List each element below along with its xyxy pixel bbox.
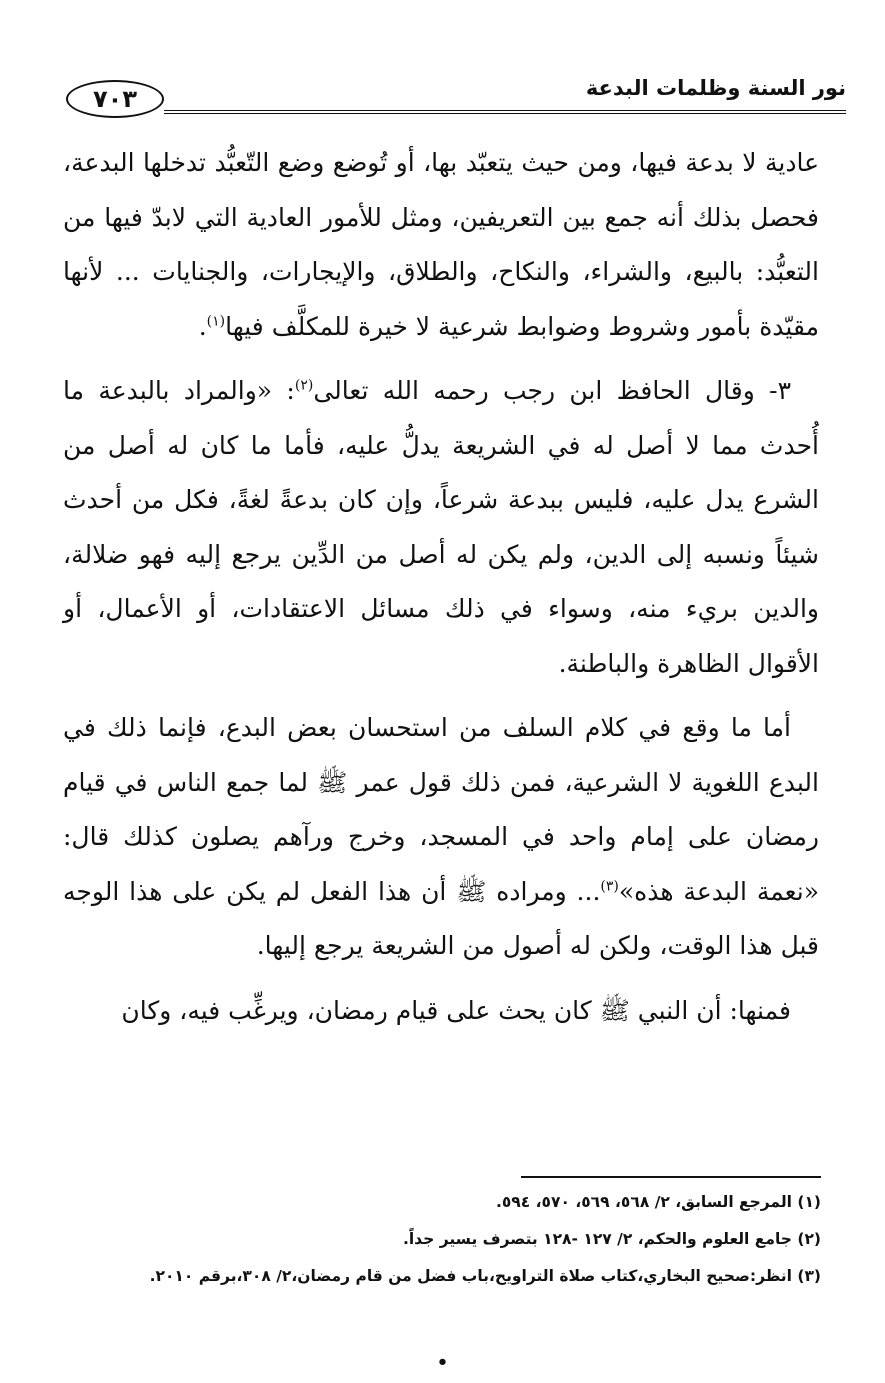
paragraph-3 (63, 701, 819, 974)
footnote-2: (٢) جامع العلوم والحكم، ٢/ ١٢٧ -١٢٨ بتصرف يسير جداً. (402, 1230, 821, 1248)
paragraph-2-lead: ٣- وقال الحافظ ابن رجب رحمه الله تعالى (313, 376, 791, 405)
paragraph-2 (63, 364, 819, 691)
paragraph-2-quote: : «والمراد بالبدعة ما أُحدث مما لا أصل له في الشريعة يدلُّ عليه، فأما ما كان له أصل من الشرع يدل عليه، فليس ببدعة شرعاً، وإن كان بدعةً لغةً، فكل من أحدث شيئاً ونسبه إلى الدين، ولم يكن له أصل من الدِّين يرجع إليه فهو ضلالة، والدين بريء منه، وسواء في ذلك مسائل الاعتقادات، أو الأعمال، أو الأقوال الظاهرة والباطنة. (63, 376, 819, 678)
page-number: ٧٠٣ (66, 80, 164, 118)
footnote-1: (١) المرجع السابق، ٢/ ٥٦٨، ٥٦٩، ٥٧٠، ٥٩٤. (495, 1193, 821, 1211)
footnote-ref-1: (١) (206, 313, 226, 330)
main-text (63, 136, 819, 1038)
paragraph-4: فمنها: أن النبي ﷺ كان يحث على قيام رمضان، ويرغِّب فيه، وكان (121, 995, 791, 1025)
running-title: نور السنة وظلمات البدعة (585, 76, 846, 100)
paragraph-3-rest: ... ومراده ﷺ أن هذا الفعل لم يكن على هذا الوجه قبل هذا الوقت، ولكن له أصول من الشريعة يرجع إليها. (63, 876, 819, 960)
paragraph-1-end: . (198, 311, 207, 341)
paragraph-1 (63, 136, 819, 354)
paragraph-3-lead: أما ما وقع في كلام السلف من استحسان بعض البدع، فإنما ذلك في البدع اللغوية لا الشرعية، فمن ذلك قول عمر ﷺ لما جمع الناس في قيام رمضان على إمام واحد في المسجد، وخرج ورآهم يصلون كذلك قال: «نعمة البدعة هذه» (63, 713, 819, 906)
paragraph-1-text: عادية لا بدعة فيها، ومن حيث يتعبّد بها، أو تُوضع وضع التّعبُّد تدخلها البدعة، فحصل بذلك أنه جمع بين التعريفين، ومثل للأمور العادية التي لابدّ فيها من التعبُّد: بالبيع، والشراء، والنكاح، والطلاق، والإيجارات، والجنايات ... لأنها مقيّدة بأمور وشروط وضوابط شرعية لا خيرة للمكلَّف فيها (63, 148, 819, 341)
bottom-mark: • (436, 1352, 449, 1373)
footnotes (61, 1188, 821, 1299)
footnote-ref-2: (٢) (294, 377, 314, 394)
page-header (66, 74, 846, 130)
header-rule (164, 110, 846, 114)
footnote-ref-3: (٣) (600, 878, 619, 895)
footnote-divider (521, 1176, 821, 1178)
footnote-3: (٣) انظر:صحيح البخاري،كتاب صلاة التراويح،باب فضل من قام رمضان،٢/ ٣٠٨،برقم ٢٠١٠. (149, 1267, 821, 1285)
